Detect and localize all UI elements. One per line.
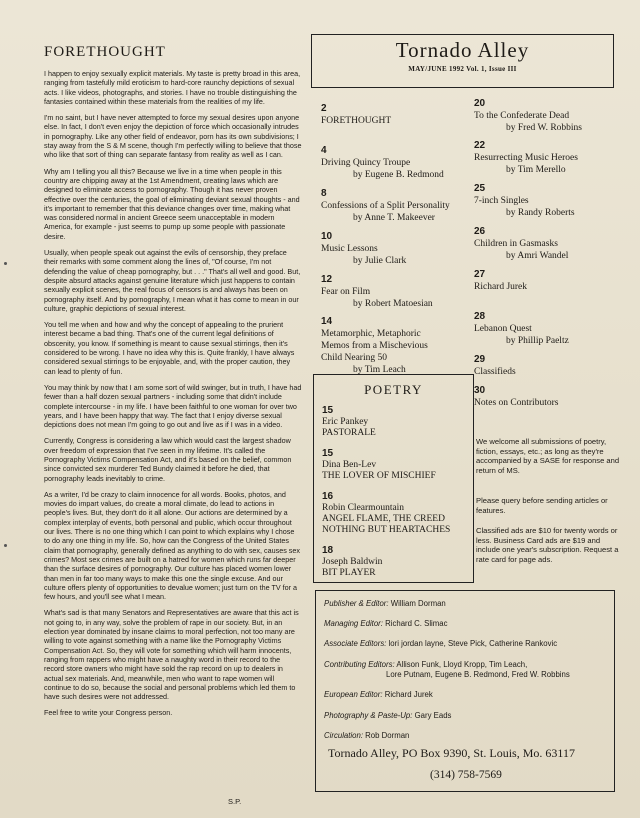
staff-names: Gary Eads <box>414 711 452 720</box>
poem-title: NOTHING BUT HEARTACHES <box>322 525 451 535</box>
poem-author: Dina Ben-Lev <box>322 460 377 470</box>
toc-author: by Anne T. Makeever <box>353 213 435 223</box>
paragraph: As a writer, I'd be crazy to claim innocence for all words. Books, photos, and movies do impart values, do create a moral climate, do lead to actions in people's lives. But, they don't do it all alone. Our actions are determined by a complex interplay of events, both personal and public, which occur throughout our lives. There is no one thing which I can point to which explains why I chose to do any one thing in my life. So, how can the Congress of the United States claim that pornography, generally defined as anything to do with sex, causes sex crimes? Most sex crimes are built on a hatred for women which runs far deeper than the surface desires of pornography. Our culture has placed women lower than men in far too many ways to make this one the single excuse. And our culture offers plenty of opportunities to devalue women; just turn on the TV for a few hours, and you'll see what I mean. <box>44 489 300 602</box>
issue-info: MAY/JUNE 1992 Vol. 1, Issue III <box>408 65 517 73</box>
paragraph: Feel free to write your Congress person. <box>44 708 173 718</box>
mailing-address: Tornado Alley, PO Box 9390, St. Louis, Mo. 63117 <box>328 746 575 760</box>
staff-line <box>324 639 557 649</box>
toc-title: Fear on Film <box>321 287 371 297</box>
poem-page: 16 <box>322 491 334 502</box>
forethought-column <box>40 44 302 725</box>
staff-names: Lore Putnam, Eugene B. Redmond, Fred W. Robbins <box>386 670 570 679</box>
poem-author: Joseph Baldwin <box>322 557 383 567</box>
staff-names: Richard Jurek <box>384 690 433 699</box>
toc-title: Metamorphic, Metaphoric Memos from a Mischevious Child Nearing 50 <box>321 329 428 363</box>
paragraph: You tell me when and how and why the concept of appealing to the prurient interest became a bad thing. That's one of the current legal definitions of obscenity, you know. If something is meant to cause sexual stirrings, then it's considered to be wrong. I have no idea why this is. Quite frankly, I have always considered sexual stirrings to be enjoyable, and, with the proper caution, they can lead to plenty of fun. <box>44 320 295 376</box>
poem-title: ANGEL FLAME, THE CREED <box>322 514 445 524</box>
paragraph: You may think by now that I am some sort of wild swinger, but in truth, I have had fewer than a half dozen sexual partners - including some that didn't include complete intercourse - in my life. I have been faithful to one woman for over two years, and I have been happy that way. The fact that I enjoy diverse sexual depictions does not mean I'm going to go out and live as if I was in a video. <box>44 382 302 430</box>
toc-author: by Julie Clark <box>353 256 407 266</box>
toc-item[interactable] <box>474 98 624 134</box>
magazine-title: Tornado Alley <box>395 38 530 62</box>
paragraph: I happen to enjoy sexually explicit materials. My taste is pretty broad in this area, ranging from tastefully mild eroticism to hard-core raunchy depictions of sexual acts. I like videos, photographs, and stories. I have no trouble distinguishing the fantasies contained within these materials from the realities of my life. <box>44 69 301 106</box>
poem-page: 15 <box>322 405 334 416</box>
paragraph: I'm no saint, but I have never attempted to force my sexual desires upon anyone else. In fact, I don't even enjoy the depiction of force which occasionally intrudes in pornography. Like any other field of endeavor, porn has its own subdivisions; I stay away from the S & M scene, though I'm perfectly willing to believe that those who like that sort of thing can separate fantasy from reality as well as I can. <box>44 113 302 160</box>
toc-item[interactable] <box>321 145 471 181</box>
poem-entry[interactable] <box>322 545 382 579</box>
staff-role: Publisher & Editor: <box>324 599 389 608</box>
toc-title: 7-inch Singles <box>474 196 529 206</box>
poem-title: THE LOVER OF MISCHIEF <box>322 471 436 481</box>
toc-page: 10 <box>321 231 333 242</box>
toc-author: by Robert Matoesian <box>353 299 433 309</box>
toc-title: Classifieds <box>474 367 516 377</box>
poetry-box <box>313 374 474 583</box>
staff-role: European Editor: <box>324 690 383 699</box>
poetry-heading: POETRY <box>364 382 423 397</box>
toc-author: by Fred W. Robbins <box>506 123 583 133</box>
poem-title: PASTORALE <box>322 428 376 438</box>
toc-item[interactable] <box>474 354 624 378</box>
poem-entry[interactable] <box>322 491 450 536</box>
staff-role: Photography & Paste-Up: <box>324 711 413 720</box>
paragraph: What's sad is that many Senators and Representatives are aware that this act is not going to, in any way, solve the problem of rape in our society. But, in an election year dominated by insane claims to moral perfection, not too many are willing to vote against something with a name like the Pornography Victims Compensation Act. So, they will vote for something which will harm innocents, ranging from rappers who might have a naughty word in their record to the record store owners who might have sold the rap record on up to dealers in actual sex materials. And, meanwhile, men who want to rape women will continue to do so, because the social and personal problems which led them to have such desires were not addressed. <box>44 608 299 702</box>
staff-role: Managing Editor: <box>324 619 383 628</box>
toc-author: by Eugene B. Redmond <box>353 170 444 180</box>
toc-item[interactable] <box>474 311 624 347</box>
toc-page: 29 <box>474 354 486 365</box>
toc-page: 30 <box>474 385 486 396</box>
poem-author: Robin Clearmountain <box>322 503 405 513</box>
staff-line <box>324 731 409 741</box>
submission-note: We welcome all submissions of poetry, fiction, essays, etc.; as long as they're accompanied by a SASE for response and return of MS. <box>476 437 620 475</box>
poem-entry[interactable] <box>322 448 436 482</box>
poem-page: 15 <box>322 448 334 459</box>
toc-title: Richard Jurek <box>474 282 528 292</box>
paragraph: Currently, Congress is considering a law which would cast the largest shadow over freedom of expression that I've seen in my lifetime. It's called the Pornography Victims Compensation Act, and it's based on the belief, common since convicted sex murderer Ted Bundy claimed it before he died, that pornography leads inevitably to crime. <box>44 436 292 483</box>
toc-page: 12 <box>321 274 333 285</box>
toc-author: by Amri Wandel <box>506 251 569 261</box>
toc-page: 25 <box>474 183 486 194</box>
paragraph: Usually, when people speak out against the evils of censorship, they preface their remarks with some comment along the lines of, "Of course, I'm not defending the value of cheap pornography, but . . ." That's all well and good. But, despite absurd attacks against genuine literature which just happens to contain sexually explicit scenes, the real focus of censors is and always has been on pornography itself. And by pornography, I mean what it has come to mean in our culture, graphic depictions of sexual interest. <box>44 248 301 313</box>
toc-item[interactable] <box>474 226 624 262</box>
toc-item[interactable] <box>321 103 471 127</box>
phone-number: (314) 758-7569 <box>430 769 502 781</box>
poem-entry[interactable] <box>322 405 376 439</box>
toc-page: 2 <box>321 103 327 114</box>
toc-title: To the Confederate Dead <box>474 111 570 121</box>
forethought-heading: FORETHOUGHT <box>44 44 166 60</box>
toc-title: Children in Gasmasks <box>474 239 558 249</box>
toc-title: Confessions of a Split Personality <box>321 201 450 211</box>
staff-line <box>324 619 448 629</box>
toc-item[interactable] <box>474 269 624 293</box>
toc-item[interactable] <box>321 316 451 376</box>
toc-page: 14 <box>321 316 333 327</box>
toc-author: by Tim Merello <box>506 165 566 175</box>
toc-item[interactable] <box>321 274 471 310</box>
toc-item[interactable] <box>474 140 624 176</box>
classified-rates-note: Classified ads are $10 for twenty words or less. Business Card ads are $19 and include one year's subscription. Request a rate card for page ads. <box>476 526 619 564</box>
poem-author: Eric Pankey <box>322 417 369 427</box>
masthead <box>311 34 614 88</box>
toc-page: 26 <box>474 226 486 237</box>
toc-author: by Randy Roberts <box>506 208 575 218</box>
staff-names: Richard C. Slimac <box>385 619 448 628</box>
staff-role: Associate Editors: <box>324 639 387 648</box>
toc-item[interactable] <box>321 231 471 267</box>
toc-title: FORETHOUGHT <box>321 116 392 126</box>
punch-mark <box>4 544 7 547</box>
poem-title: BIT PLAYER <box>322 568 376 578</box>
poem-page: 18 <box>322 545 334 556</box>
signature: S.P. <box>228 797 242 806</box>
toc-title: Music Lessons <box>321 244 378 254</box>
staff-line <box>324 660 527 670</box>
punch-mark <box>4 262 7 265</box>
toc-author: by Phillip Paeltz <box>506 336 569 346</box>
toc-page: 27 <box>474 269 486 280</box>
toc-page: 4 <box>321 145 327 156</box>
paragraph: Why am I telling you all this? Because we live in a time when people in this country are chipping away at the 1st Amendment, creating laws which are designed to eliminate access to pornography. Though it has never proven effective over the centuries, the goal of eliminating deviant sexual thoughts - and it's important to remember that this deviance changes over time, making what was considered normal in ancient Greece seem unacceptable in modern America, for example - just seems to pump up some people with passionate desire. <box>44 166 300 241</box>
toc-page: 20 <box>474 98 486 109</box>
toc-title: Driving Quincy Troupe <box>321 158 411 168</box>
staff-names: William Dorman <box>390 599 446 608</box>
toc-page: 8 <box>321 188 327 199</box>
staff-line <box>324 711 451 721</box>
staff-names: lori jordan layne, Steve Pick, Catherine Rankovic <box>388 639 558 648</box>
staff-box <box>315 590 615 792</box>
staff-role: Circulation: <box>324 731 363 740</box>
toc-item[interactable] <box>474 183 624 219</box>
toc-title: Notes on Contributors <box>474 398 559 408</box>
toc-item[interactable] <box>321 188 476 224</box>
query-note: Please query before sending articles or features. <box>476 496 608 515</box>
toc-title: Resurrecting Music Heroes <box>474 153 578 163</box>
staff-line <box>324 599 446 609</box>
staff-line <box>386 670 570 680</box>
toc-page: 22 <box>474 140 486 151</box>
toc-author: by Tim Leach <box>353 365 406 375</box>
staff-role: Contributing Editors: <box>324 660 395 669</box>
toc-item[interactable] <box>474 385 624 409</box>
toc-page: 28 <box>474 311 486 322</box>
staff-names: Rob Dorman <box>365 731 410 740</box>
staff-names: Allison Funk, Lloyd Kropp, Tim Leach, <box>396 660 528 669</box>
toc-title: Lebanon Quest <box>474 324 532 334</box>
staff-line <box>324 690 433 700</box>
